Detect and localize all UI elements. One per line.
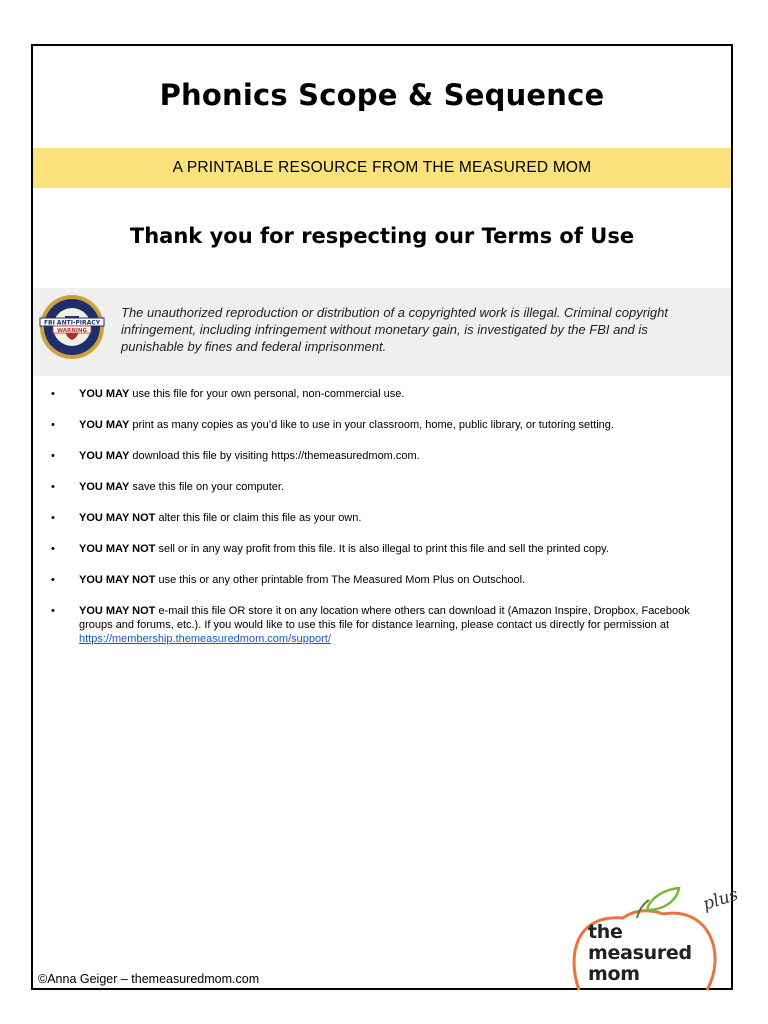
term-lead: YOU MAY [79,388,130,400]
list-item [33,511,723,525]
term-lead: YOU MAY NOT [79,605,156,617]
term-lead: YOU MAY [79,419,130,431]
list-item [33,604,723,646]
list-item [33,573,723,587]
term-lead: YOU MAY NOT [79,543,156,555]
logo-line: measured [588,942,692,964]
bullet: • [51,450,55,462]
bullet: • [51,512,55,524]
svg-text:plus: plus [700,884,741,915]
list-item [33,418,723,432]
copyright-footer: ©Anna Geiger – themeasuredmom.com [38,972,260,986]
terms-heading: Thank you for respecting our Terms of Use [129,224,635,248]
support-link[interactable]: https://membership.themeasuredmom.com/support/ [79,633,331,645]
svg-text:FBI ANTI-PIRACY: FBI ANTI-PIRACY [43,319,101,327]
term-text: print as many copies as you’d like to use in your classroom, home, public library, or tutoring setting. [129,419,614,431]
term-text: use this or any other printable from The Measured Mom Plus on Outschool. [155,574,526,586]
measured-mom-logo [557,884,741,990]
logo-line: the [588,921,623,943]
term-text: download this file by visiting https://themeasuredmom.com. [129,450,420,462]
term-lead: YOU MAY NOT [79,512,156,524]
term-lead: YOU MAY [79,450,130,462]
terms-list [33,387,723,663]
term-text: alter this file or claim this file as your own. [155,512,362,524]
bullet: • [51,481,55,493]
term-text: save this file on your computer. [129,481,285,493]
svg-text:WARNING: WARNING [56,327,88,334]
list-item [33,387,723,401]
document-page [31,44,741,990]
page-title: Phonics Scope & Sequence [159,78,605,112]
list-item [33,480,723,494]
resource-banner: A PRINTABLE RESOURCE FROM THE MEASURED MOM [33,148,731,188]
bullet: • [51,574,55,586]
logo-wordmark [588,922,692,985]
term-text: use this file for your own personal, non-commercial use. [129,388,405,400]
list-item [33,542,723,556]
term-lead: YOU MAY NOT [79,574,156,586]
bullet: • [51,543,55,555]
logo-line: mom [588,963,640,985]
bullet: • [51,605,55,617]
term-lead: YOU MAY [79,481,130,493]
bullet: • [51,419,55,431]
warning-text: The unauthorized reproduction or distribution of a copyrighted work is illegal. Criminal copyright infringement, including infringement without monetary gain, is investigated by the FBI and is punishable by fines and federal imprisonment. [121,305,668,354]
term-text: sell or in any way profit from this file. It is also illegal to print this file and sell the printed copy. [155,543,609,555]
fbi-anti-piracy-seal-icon [39,294,105,360]
copyright-warning [33,288,731,376]
list-item [33,449,723,463]
term-text: e-mail this file OR store it on any location where others can download it (Amazon Inspire, Dropbox, Facebook groups and forums, etc.). If you would like to use this file for distance learning, please contact us directly for permission at [79,605,690,631]
bullet: • [51,388,55,400]
